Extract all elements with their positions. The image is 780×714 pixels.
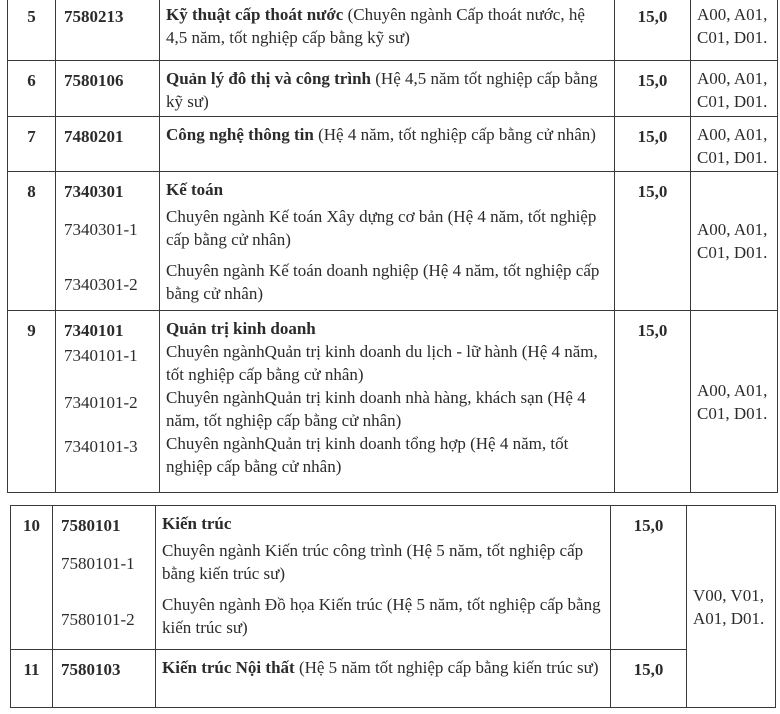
- row-number: 7: [8, 117, 56, 172]
- major-code: [56, 172, 160, 311]
- row-number: 9: [8, 311, 56, 493]
- row-number: 10: [11, 506, 53, 650]
- major-title: Kế toán: [166, 180, 224, 199]
- major-title: Quản lý đô thị và công trình: [166, 69, 371, 88]
- major-desc: (Hệ 4,5 năm tốt nghiệp cấp bằng kỹ sư): [166, 69, 598, 111]
- major-code-text: 7580213: [64, 7, 124, 26]
- major-title: Kiến trúc Nội thất: [162, 658, 295, 677]
- major-title: Kỹ thuật cấp thoát nước: [166, 5, 344, 24]
- subject-combo: A00, A01, C01, D01.: [691, 311, 778, 493]
- major-code-text: 7480201: [64, 127, 124, 146]
- table-row: [8, 117, 778, 172]
- score: 15,0: [615, 0, 691, 61]
- major-name: [160, 0, 615, 61]
- sub-major-code: 7580101-2: [61, 610, 135, 629]
- major-name: [156, 650, 611, 708]
- sub-major-desc: Chuyên ngànhQuản trị kinh doanh du lịch - lữ hành (Hệ 4 năm, tốt nghiệp cấp bằng cử nhân): [166, 342, 598, 384]
- sub-major-desc: Chuyên ngành Kiến trúc công trình (Hệ 5 năm, tốt nghiệp cấp bằng kiến trúc sư): [162, 541, 584, 583]
- subject-combo: A00, A01, C01, D01.: [691, 61, 778, 117]
- major-code: [56, 117, 160, 172]
- sub-major-desc: Chuyên ngànhQuản trị kinh doanh tổng hợp (Hệ 4 năm, tốt nghiệp cấp bằng cử nhân): [166, 434, 569, 476]
- major-code: [56, 61, 160, 117]
- major-name: [160, 61, 615, 117]
- table-row: [8, 172, 778, 311]
- sub-major-code: 7340101-2: [64, 393, 138, 412]
- major-code-text: 7340101: [64, 321, 124, 340]
- major-name: [160, 117, 615, 172]
- major-desc: (Chuyên ngành Cấp thoát nước, hệ 4,5 năm, tốt nghiệp cấp bằng kỹ sư): [166, 5, 585, 47]
- table-row: [8, 61, 778, 117]
- major-code-text: 7580103: [61, 660, 121, 679]
- sub-major-code: 7340101-3: [64, 437, 138, 456]
- row-number: 6: [8, 61, 56, 117]
- sub-major-desc: Chuyên ngành Đồ họa Kiến trúc (Hệ 5 năm, tốt nghiệp cấp bằng kiến trúc sư): [162, 595, 601, 637]
- admission-table-1: [7, 0, 778, 493]
- table-row: [11, 506, 776, 650]
- major-desc: (Hệ 4 năm, tốt nghiệp cấp bằng cử nhân): [313, 125, 596, 144]
- major-name: [156, 506, 611, 650]
- table-row: [8, 0, 778, 61]
- major-code: [53, 650, 156, 708]
- table-row: [8, 311, 778, 493]
- score: 15,0: [611, 506, 687, 650]
- table-row: [11, 650, 776, 708]
- subject-combo: A00, A01, C01, D01.: [691, 117, 778, 172]
- row-number: 5: [8, 0, 56, 61]
- major-title: Quản trị kinh doanh: [166, 319, 316, 338]
- major-code: [56, 311, 160, 493]
- admission-table-2: [10, 505, 776, 708]
- major-code-text: 7340301: [64, 182, 124, 201]
- sub-major-code: 7580101-1: [61, 554, 135, 573]
- score: 15,0: [611, 650, 687, 708]
- major-name: [160, 172, 615, 311]
- score: 15,0: [615, 172, 691, 311]
- score: 15,0: [615, 117, 691, 172]
- sub-major-desc: Chuyên ngànhQuản trị kinh doanh nhà hàng, khách sạn (Hệ 4 năm, tốt nghiệp cấp bằng cử nhân): [166, 388, 586, 430]
- sub-major-desc: Chuyên ngành Kế toán doanh nghiệp (Hệ 4 năm, tốt nghiệp cấp bằng cử nhân): [166, 261, 600, 303]
- row-number: 8: [8, 172, 56, 311]
- major-code: [53, 506, 156, 650]
- sub-major-code: 7340301-2: [64, 275, 138, 294]
- sub-major-code: 7340301-1: [64, 220, 138, 239]
- row-number: 11: [11, 650, 53, 708]
- major-title: Kiến trúc: [162, 514, 232, 533]
- major-code-text: 7580106: [64, 71, 124, 90]
- major-code-text: 7580101: [61, 516, 121, 535]
- major-name: [160, 311, 615, 493]
- score: 15,0: [615, 61, 691, 117]
- subject-combo: A00, A01, C01, D01.: [691, 0, 778, 61]
- subject-combo: A00, A01, C01, D01.: [691, 172, 778, 311]
- major-desc: (Hệ 5 năm tốt nghiệp cấp bằng kiến trúc sư): [294, 658, 599, 677]
- sub-major-code: 7340101-1: [64, 346, 138, 365]
- major-code: [56, 0, 160, 61]
- score: 15,0: [615, 311, 691, 493]
- major-title: Công nghệ thông tin: [166, 125, 314, 144]
- sub-major-desc: Chuyên ngành Kế toán Xây dựng cơ bản (Hệ 4 năm, tốt nghiệp cấp bằng cử nhân): [166, 207, 597, 249]
- subject-combo: V00, V01, A01, D01.: [687, 506, 776, 708]
